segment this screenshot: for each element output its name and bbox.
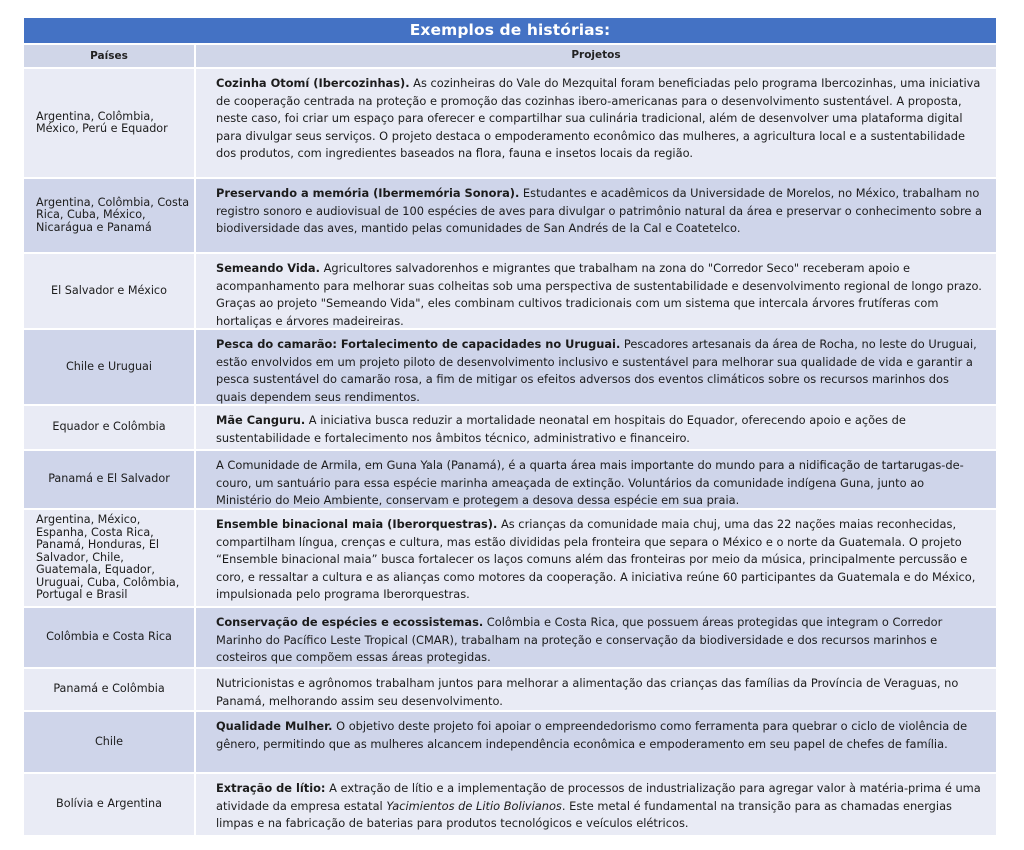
stories-table — [24, 18, 996, 835]
countries-cell: Panamá e Colômbia — [24, 669, 196, 710]
company-name: Yacimientos de Litio Bolivianos — [386, 798, 562, 813]
header-countries: Países — [24, 45, 196, 67]
project-cell — [196, 179, 996, 252]
countries-cell: Argentina, Colômbia, Costa Rica, Cuba, México, Nicarágua e Panamá — [24, 179, 196, 252]
project-title: Extração de lítio: — [216, 781, 326, 795]
table-header-row — [24, 45, 996, 69]
project-title: Ensemble binacional maia (Iberorquestras). — [216, 517, 498, 531]
table-row — [24, 406, 996, 451]
project-cell — [196, 608, 996, 667]
project-description: As cozinheiras do Vale do Mezquital foram beneficiadas pelo programa Ibercozinhas, uma iniciativa de cooperação centrada na proteção e promoção das cozinhas ibero-americanas para o desenvolvimento sustentável. A proposta, neste caso, foi criar um espaço para oferecer e compartilhar sua culinária tradicional, além de desenvolver uma plataforma digital para divulgar seus serviços. O projeto destaca o empoderamento econômico das mulheres, a agricultura local e a sustentabilidade dos produtos, com ingredientes baseados na flora, fauna e insetos locais da região. — [216, 76, 981, 160]
project-cell — [196, 510, 996, 606]
project-title: Conservação de espécies e ecossistemas. — [216, 615, 484, 629]
header-projects: Projetos — [571, 49, 621, 62]
project-cell — [196, 669, 996, 710]
project-description: Estudantes e acadêmicos da Universidade de Morelos, no México, trabalham no registro sonoro e audiovisual de 100 espécies de aves para divulgar o patrimônio natural da área e preservar o conhecimento sobre a biodiversidade das aves, mantido pelas comunidades de San Andrés de la Cal e Coatetelco. — [216, 186, 982, 235]
project-title: Preservando a memória (Ibermemória Sonora). — [216, 186, 520, 200]
project-description: O objetivo deste projeto foi apoiar o empreendedorismo como ferramenta para quebrar o ciclo de violência de gênero, permitindo que as mulheres alcancem independência econômica e empoderamento em seu papel de chefes de família. — [216, 719, 968, 751]
countries-cell: Argentina, Colômbia, México, Perú e Equador — [24, 69, 196, 177]
countries-cell: Chile e Uruguai — [24, 330, 196, 404]
project-title: Cozinha Otomí (Ibercozinhas). — [216, 76, 410, 90]
countries-cell: Bolívia e Argentina — [24, 774, 196, 835]
project-cell — [196, 774, 996, 835]
project-cell — [196, 712, 996, 772]
table-title: Exemplos de histórias: — [24, 18, 996, 45]
countries-cell: El Salvador e México — [24, 254, 196, 328]
project-description: A iniciativa busca reduzir a mortalidade neonatal em hospitais do Equador, oferecendo apoio e ações de sustentabilidade e fortalecimento nos âmbitos técnico, administrativo e financeiro. — [216, 413, 906, 445]
project-description: A Comunidade de Armila, em Guna Yala (Panamá), é a quarta área mais importante do mundo para a nidificação de tartarugas-de-couro, um santuário para essa espécie marinha ameaçada de extinção. Voluntários da comunidade indígena Guna, junto ao Ministério do Meio Ambiente, conservam e protegem a desova dessa espécie em sua praia. — [216, 458, 964, 507]
project-description: A extração de lítio e a implementação de processos de industrialização para agregar valor à matéria-prima é uma atividade da empresa estatal — [216, 781, 981, 813]
countries-cell: Equador e Colômbia — [24, 406, 196, 449]
project-title: Mãe Canguru. — [216, 413, 306, 427]
table-row — [24, 69, 996, 179]
table-row — [24, 330, 996, 406]
table-row — [24, 179, 996, 254]
table-row — [24, 669, 996, 712]
table-row — [24, 608, 996, 669]
project-description: Pescadores artesanais da área de Rocha, no leste do Uruguai, estão envolvidos em um projeto piloto de desenvolvimento inclusivo e sustentável para melhorar sua qualidade de vida e garantir a pesca sustentável do camarão rosa, a fim de mitigar os efeitos adversos dos eventos climáticos sobre os recursos marinhos dos quais dependem seus rendimentos. — [216, 337, 977, 404]
project-cell — [196, 69, 996, 177]
project-title: Pesca do camarão: Fortalecimento de capacidades no Uruguai. — [216, 337, 621, 351]
countries-cell: Colômbia e Costa Rica — [24, 608, 196, 667]
project-cell — [196, 330, 996, 404]
project-cell — [196, 254, 996, 328]
project-description: Agricultores salvadorenhos e migrantes que trabalham na zona do "Corredor Seco" receberam apoio e acompanhamento para melhorar suas colheitas sob uma perspectiva de sustentabilidade e desenvolvimento regional de longo prazo. Graças ao projeto "Semeando Vida", eles combinam cultivos tradicionais com um sistema que intercala árvores frutíferas com hortaliças e árvores madeireiras. — [216, 261, 982, 328]
project-description: Nutricionistas e agrônomos trabalham juntos para melhorar a alimentação das crianças das famílias da Província de Veraguas, no Panamá, melhorando assim seu desenvolvimento. — [216, 676, 959, 708]
countries-cell: Panamá e El Salvador — [24, 451, 196, 508]
countries-cell: Chile — [24, 712, 196, 772]
project-description: Colômbia e Costa Rica, que possuem áreas protegidas que integram o Corredor Marinho do Pacífico Leste Tropical (CMAR), trabalham na proteção e conservação da biodiversidade e dos recursos marinhos e costeiros que compõem essas áreas protegidas. — [216, 615, 943, 664]
project-description: As crianças da comunidade maia chuj, uma das 22 nações maias reconhecidas, compartilham língua, crenças e cultura, mas estão divididas pela fronteira que separa o México e o norte da Guatemala. O projeto “Ensemble binacional maia” busca fortalecer os laços comuns além das fronteiras por meio da música, principalmente percussão e coro, e ressaltar a cultura e as alianças como motores da cooperação. A iniciativa reúne 60 participantes da Guatemala e do México, impulsionada pelo programa Iberorquestras. — [216, 517, 976, 601]
project-cell — [196, 406, 996, 449]
project-title: Qualidade Mulher. — [216, 719, 333, 733]
table-row — [24, 712, 996, 774]
table-row — [24, 510, 996, 608]
table-row — [24, 774, 996, 835]
project-title: Semeando Vida. — [216, 261, 320, 275]
countries-cell: Argentina, México, Espanha, Costa Rica, Panamá, Honduras, El Salvador, Chile, Guatemala, Equador, Uruguai, Cuba, Colômbia, Portugal e Brasil — [24, 510, 196, 606]
project-description: . Este metal é fundamental na transição para as chamadas energias limpas e na fabricação de baterias para produtos tecnológicos e veículos elétricos. — [216, 798, 952, 830]
project-cell — [196, 451, 996, 508]
table-row — [24, 254, 996, 330]
table-row — [24, 451, 996, 510]
